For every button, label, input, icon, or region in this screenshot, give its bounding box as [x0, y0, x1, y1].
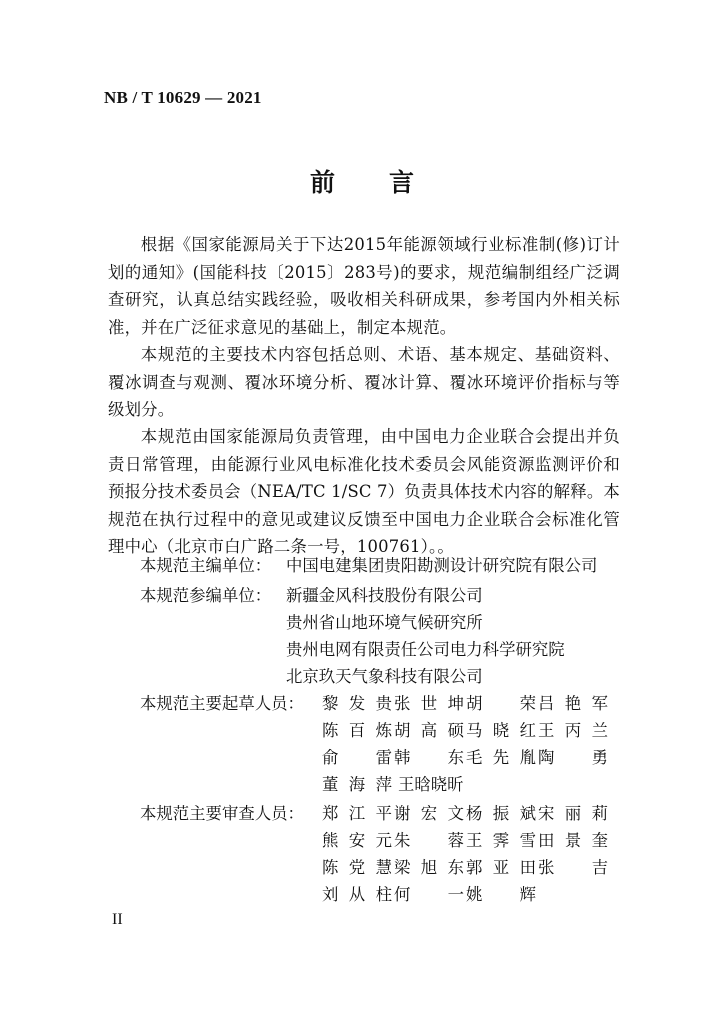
reviewer-name: 熊安元: [322, 831, 392, 850]
drafter-name: 韩 东: [394, 748, 464, 767]
standard-code: NB / T 10629 — 2021: [104, 88, 262, 107]
reviewer-name: 何 一: [394, 885, 464, 904]
drafters-row: [0, 744, 724, 771]
drafter-name: 王丙兰: [538, 721, 608, 740]
drafter-name: 吕艳军: [538, 694, 608, 713]
participating-unit: 贵州省山地环境气候研究所: [286, 613, 483, 632]
drafters-row: [0, 690, 724, 717]
participating-unit: 贵州电网有限责任公司电力科学研究院: [286, 640, 565, 659]
chief-unit-value: 中国电建集团贵阳勘测设计研究院有限公司: [286, 556, 598, 575]
reviewer-name: 张 吉: [538, 858, 608, 877]
participating-unit: 北京玖天气象科技有限公司: [286, 667, 483, 686]
chief-unit-row: [0, 552, 724, 579]
drafter-name: 毛先胤: [466, 748, 536, 767]
reviewer-name: 田景奎: [538, 831, 608, 850]
reviewer-name: 宋丽莉: [538, 804, 608, 823]
drafters-label: 本规范主要起草人员：: [140, 694, 304, 713]
participating-unit: 新疆金风科技股份有限公司: [286, 586, 483, 605]
paragraph-contents: 本规范的主要技术内容包括总则、术语、基本规定、基础资料、覆冰调查与观测、覆冰环境分析、覆冰计算、覆冰环境评价指标与等级划分。: [108, 345, 620, 419]
reviewer-name: 郭亚田: [466, 858, 536, 877]
reviewer-name: 姚 辉: [466, 885, 536, 904]
reviewer-name: 杨振斌: [466, 804, 536, 823]
drafter-name: 马晓红: [466, 721, 536, 740]
drafter-name: 胡高硕: [394, 721, 464, 740]
page-title: [0, 163, 724, 199]
reviewers-label: 本规范主要审查人员：: [140, 804, 304, 823]
reviewers-row: [0, 854, 724, 881]
drafter-name: 黎发贵: [322, 694, 392, 713]
drafter-name: 陈百炼: [322, 721, 392, 740]
drafter-name: 张世坤: [394, 694, 464, 713]
drafter-name: 董海萍: [322, 775, 392, 794]
drafter-name: 王晗晓昕: [398, 775, 464, 794]
reviewers-row: [0, 881, 724, 908]
reviewer-name: 王霁雪: [466, 831, 536, 850]
reviewer-name: 陈党慧: [322, 858, 392, 877]
reviewer-name: 郑江平: [322, 804, 392, 823]
participating-units-row: [0, 582, 724, 609]
reviewer-name: 刘从柱: [322, 885, 392, 904]
paragraph-basis: 根据《国家能源局关于下达2015年能源领域行业标准制(修)订计划的通知》(国能科技〔2015〕283号)的要求，规范编制组经广泛调查研究，认真总结实践经验，吸收相关科研成果，参考国内外相关标准，并在广泛征求意见的基础上，制定本规范。: [108, 235, 620, 337]
reviewers-row: [0, 827, 724, 854]
reviewers-row: [0, 800, 724, 827]
reviewer-name: 谢宏文: [394, 804, 464, 823]
drafter-name: 胡 荣: [466, 694, 536, 713]
title-char: 言: [389, 168, 415, 197]
reviewer-name: 梁旭东: [394, 858, 464, 877]
chief-unit-label: 本规范主编单位：: [140, 556, 272, 575]
page-number: II: [112, 911, 123, 928]
title-char: 前: [309, 168, 335, 197]
paragraph-management: 本规范由国家能源局负责管理，由中国电力企业联合会提出并负责日常管理，由能源行业风电标准化技术委员会风能资源监测评价和预报分技术委员会（NEA/TC 1/SC 7）负责具体技术内容的解释。本规范在执行过程中的意见或建议反馈至中国电力企业联合会标准化管理中心（北京市白广路二条一号，100761）。。: [108, 427, 620, 556]
reviewer-name: 朱 蓉: [394, 831, 464, 850]
participating-units-label: 本规范参编单位：: [140, 586, 272, 605]
drafters-row: [0, 717, 724, 744]
drafter-name: 俞 雷: [322, 748, 392, 767]
drafter-name: 陶 勇: [538, 748, 608, 767]
drafters-row: [0, 771, 724, 798]
